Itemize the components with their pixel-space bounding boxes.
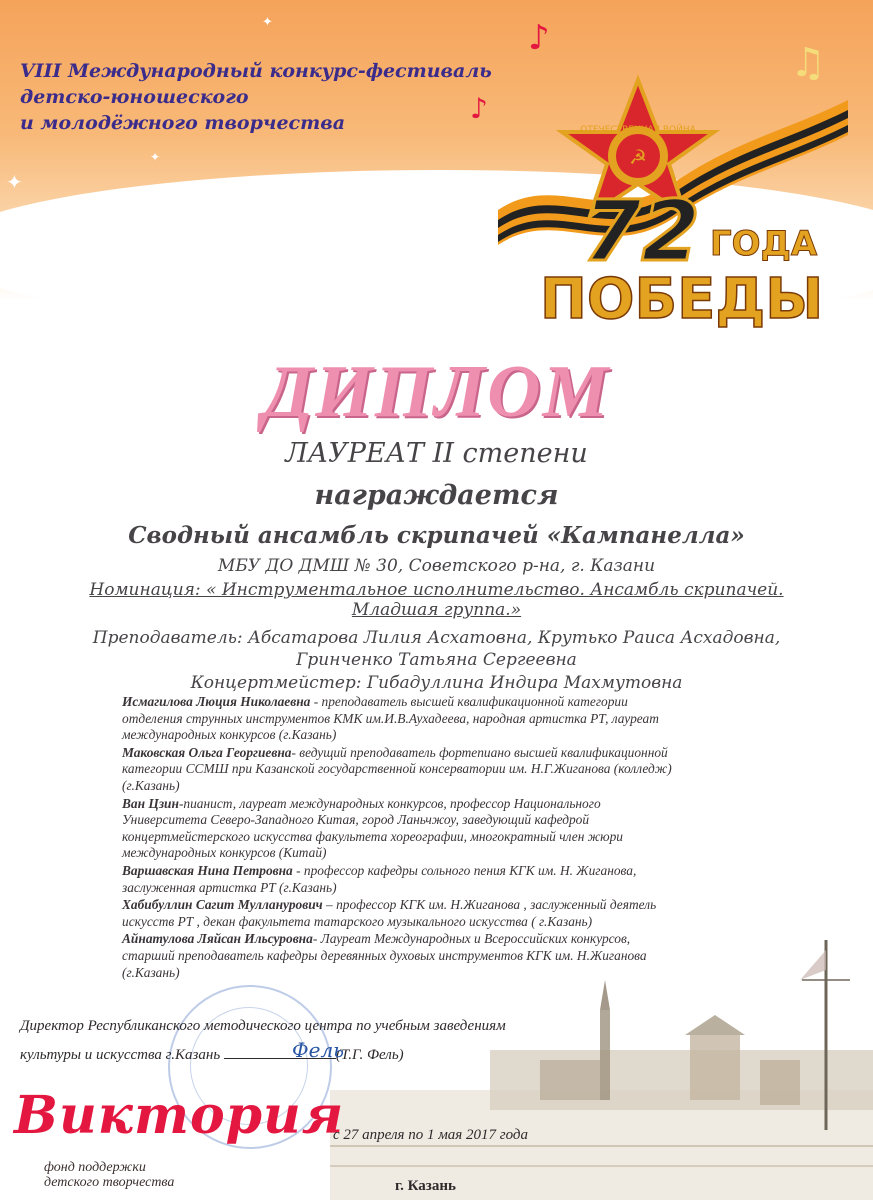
jury-member-info: международных конкурсов (Китай)	[122, 845, 327, 861]
festival-title-line: и молодёжного творчества	[20, 112, 346, 134]
jury-member-name: Исмагилова Люция Николаевна	[122, 694, 311, 709]
jury-member-info: - Лауреат Международных и Всероссийских конкурсов,	[312, 931, 631, 947]
jury-member-info: (г.Казань)	[122, 964, 180, 980]
director-name: (Т.Г. Фель)	[335, 1047, 404, 1063]
director-line	[20, 1047, 404, 1064]
music-note-icon: ♪	[528, 18, 550, 58]
festival-dates: с 27 апреля по 1 мая 2017 года	[333, 1127, 528, 1143]
fund-caption-line: детского творчества	[44, 1175, 175, 1190]
laureate-degree: ЛАУРЕАТ II степени	[285, 438, 588, 469]
hammer-sickle-icon: ☭	[629, 145, 647, 169]
festival-title-line: VIII Международный конкурс-фестиваль	[20, 60, 492, 82]
jury-member-info: искусств РТ , декан факультета татарского музыкального искусства ( г.Казань)	[122, 913, 593, 929]
sparkle-icon: ✦	[6, 170, 23, 194]
sparkle-icon: ✦	[262, 15, 273, 30]
jury-member-info: (г.Казань)	[122, 777, 180, 793]
sparkle-icon: ✦	[150, 150, 161, 164]
teachers: Преподаватель: Абсатарова Лилия Асхатовна, Крутько Раиса Асхадовна,	[92, 628, 781, 648]
director-title: Директор Республиканского методического центра по учебным заведениям	[20, 1018, 506, 1034]
emblem-word-years: ГОДА	[710, 224, 818, 264]
kazan-kremlin-illustration	[330, 940, 873, 1200]
emblem-number: 72	[583, 182, 700, 280]
awarded-text: награждается	[314, 480, 559, 511]
viktoriya-logo: Виктория	[14, 1085, 345, 1146]
jury-member-name: Хабибуллин Сагит Мулланурович	[122, 897, 323, 913]
emblem-ribbon-text: ОТЕЧЕСТВЕННАЯ ВОЙНА	[580, 125, 696, 135]
jury-member	[122, 863, 762, 896]
jury-member-info: международных конкурсов (г.Казань)	[122, 727, 337, 743]
fund-caption-line: фонд поддержки	[44, 1160, 146, 1175]
festival-title	[20, 58, 492, 136]
emblem-word-victory: ПОБЕДЫ	[540, 267, 824, 330]
jury-member-name: Маковская Ольга Георгиевна	[122, 744, 292, 760]
jury-member-info: - ведущий преподаватель фортепиано высшей квалификационной	[291, 744, 668, 760]
jury-member-name: Айнатулова Ляйсан Ильсуровна	[122, 931, 313, 947]
jury-member-info: отделения струнных инструментов КМК им.И.В.Аухадеева, народная артистка РТ, лауреат	[122, 710, 659, 726]
music-note-icon: ♫	[790, 40, 826, 86]
victory-emblem	[488, 60, 858, 330]
director-institution: культуры и искусства г.Казань	[20, 1047, 221, 1063]
jury-list	[122, 694, 762, 982]
sparkle-icon: ✦	[320, 195, 329, 206]
nomination-text: : « Инструментальное исполнительство. Ансамбль скрипачей.	[194, 580, 784, 600]
nomination-continued	[0, 600, 873, 620]
school-name: МБУ ДО ДМШ № 30, Советского р-на, г. Казани	[217, 556, 656, 576]
jury-member-info: категории ССМШ при Казанской государственной консерватории им. Н.Г.Жиганова (колледж)	[122, 761, 672, 777]
accompanist: Концертмейстер: Гибадуллина Индира Махмутовна	[190, 673, 683, 693]
jury-member-info: старший преподаватель кафедры деревянных духовых инструментов КГК им. Н.Жиганова	[122, 947, 647, 963]
jury-member	[122, 796, 762, 862]
jury-member-info: концертмейстерского искусства факультета хореографии, многократный член жюри	[122, 828, 623, 844]
jury-member	[122, 897, 762, 930]
teachers-continued: Гринченко Татьяна Сергеевна	[296, 650, 577, 670]
jury-member-info: – профессор КГК им. Н.Жиганова , заслуженный деятель	[322, 897, 657, 913]
jury-member-name: Варшавская Нина Петровна	[122, 862, 293, 878]
jury-member-info: заслуженная артистка РТ (г.Казань)	[122, 879, 337, 895]
jury-member-info: - преподаватель высшей квалификационной категории	[310, 694, 628, 709]
ensemble-name: Сводный ансамбль скрипачей «Кампанелла»	[128, 522, 745, 549]
sparkle-icon: ✦	[40, 230, 52, 246]
jury-member-info: Университета Северо-Западного Китая, город Ланьчжоу, заведующий кафедрой	[122, 812, 590, 828]
signature: Фель	[292, 1038, 345, 1062]
sparkle-icon: ✦	[410, 190, 421, 205]
music-note-icon: ♪	[470, 92, 488, 125]
nomination	[0, 580, 873, 600]
festival-title-line: детско-юношеского	[20, 86, 249, 108]
fund-caption	[44, 1160, 174, 1190]
nomination-text: Младшая группа.»	[351, 600, 522, 620]
diploma-title: ДИПЛОМ	[262, 351, 611, 433]
jury-member-name: Ван Цзин	[122, 795, 179, 811]
city-name: г. Казань	[395, 1178, 456, 1194]
nomination-label: Номинация	[89, 580, 195, 600]
jury-member-info: -пианист, лауреат международных конкурсов, профессор Национального	[178, 795, 601, 811]
jury-member	[122, 694, 762, 744]
jury-member-info: - профессор кафедры сольного пения КГК им. Н. Жиганова,	[292, 862, 637, 878]
jury-member	[122, 745, 762, 795]
